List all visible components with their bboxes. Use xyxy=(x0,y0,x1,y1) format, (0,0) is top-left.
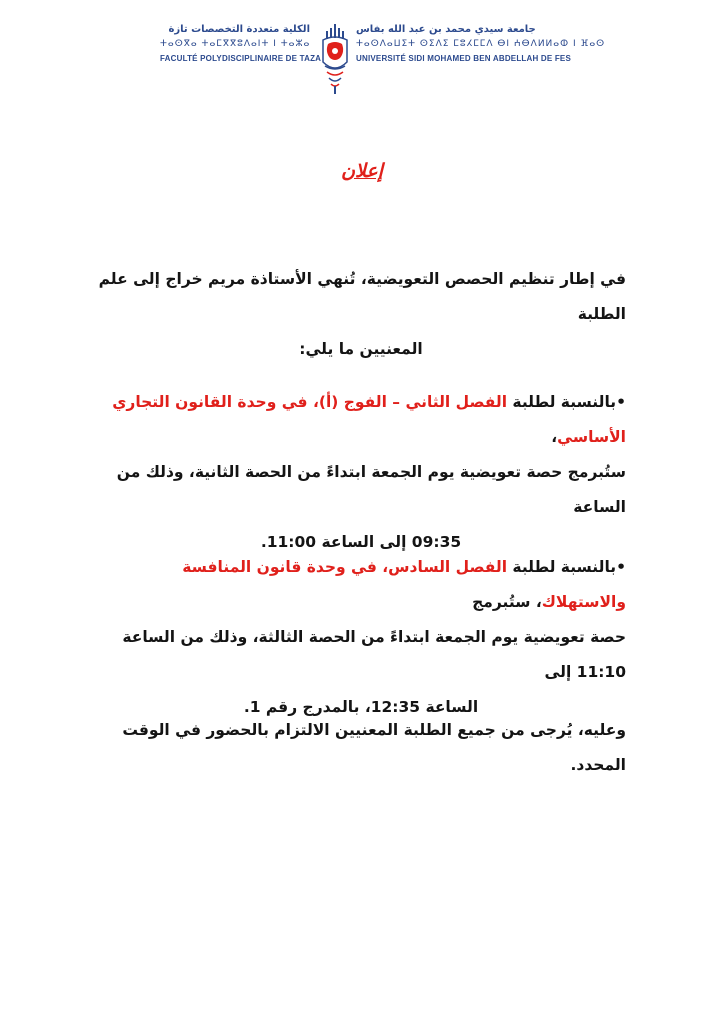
closing-text: وعليه، يُرجى من جميع الطلبة المعنيين الالتزام بالحضور في الوقت المحدد. xyxy=(122,721,626,774)
item2-suffix: ، ستُبرمج xyxy=(472,593,542,611)
title-text: إعلان xyxy=(341,160,383,182)
item1-line-1 xyxy=(96,385,626,455)
item1-line-2: ستُبرمج حصة تعويضية يوم الجمعة ابتداءً من الحصة الثانية، وذلك من الساعة xyxy=(116,463,626,516)
announcement-title xyxy=(0,160,724,182)
item1-course-highlight: الفصل الثاني – الفوج (أ)، في وحدة القانون التجاري الأساسي xyxy=(112,393,626,446)
faculty-name-tifinagh: ⵜⴰⵙⴳⴰ ⵜⴰⵎⴳⴳⵓⴷⴰⵏⵜ ⵏ ⵜⴰⵣⴰ xyxy=(160,39,311,49)
item2-line-3: الساعة 12:35، بالمدرج رقم 1. xyxy=(243,698,479,716)
item1-suffix: ، xyxy=(551,428,558,446)
item-semester-2 xyxy=(96,385,626,560)
faculty-name-fr: FACULTÉ POLYDISCIPLINAIRE DE TAZA xyxy=(160,54,322,63)
university-name-tifinagh: ⵜⴰⵙⴷⴰⵡⵉⵜ ⵙⵉⴷⵉ ⵎⵓⵃⵎⵎⴷ ⴱⵏ ⵄⴱⴷⵍⵍⴰⵀ ⵏ ⴼⴰⵙ xyxy=(356,39,606,49)
closing-paragraph xyxy=(96,713,626,783)
university-emblem-icon xyxy=(315,22,355,96)
item2-course-highlight: الفصل السادس، في وحدة قانون المنافسة والاستهلاك xyxy=(182,558,626,611)
item2-line-1 xyxy=(96,550,626,620)
item1-line-3: 09:35 إلى الساعة 11:00. xyxy=(260,533,462,551)
intro-line-1: في إطار تنظيم الحصص التعويضية، تُنهي الأستاذة مريم خراج إلى علم الطلبة xyxy=(98,270,626,323)
item2-prefix: •بالنسبة لطلبة xyxy=(507,558,626,576)
intro-paragraph xyxy=(96,262,626,367)
university-block xyxy=(356,24,606,63)
faculty-block xyxy=(160,24,322,63)
university-name-ar: جامعة سيدي محمد بن عبد الله بفاس xyxy=(356,24,536,35)
item2-line-2: حصة تعويضية يوم الجمعة ابتداءً من الحصة الثالثة، وذلك من الساعة 11:10 إلى xyxy=(122,628,626,681)
university-name-fr: UNIVERSITÉ SIDI MOHAMED BEN ABDELLAH DE FES xyxy=(356,54,571,63)
letterhead xyxy=(160,24,606,100)
intro-line-2: المعنيين ما يلي: xyxy=(299,340,423,358)
item-semester-6 xyxy=(96,550,626,725)
item1-prefix: •بالنسبة لطلبة xyxy=(507,393,626,411)
faculty-name-ar: الكلية متعددة التخصصات تازة xyxy=(168,24,310,35)
